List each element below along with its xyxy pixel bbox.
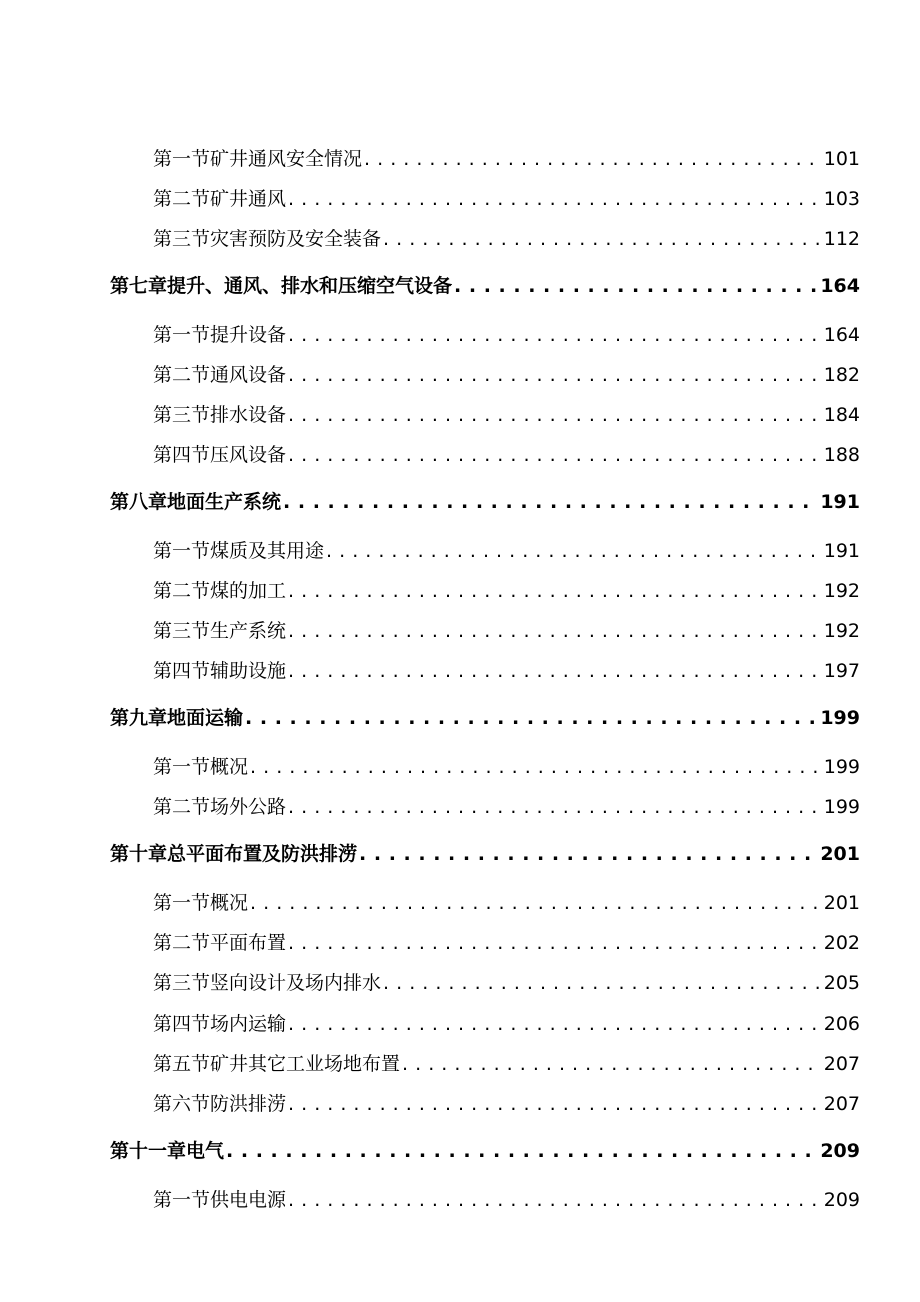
page-number: 112 — [823, 228, 860, 250]
toc-entry[interactable] — [153, 224, 860, 251]
chapter-title: 电气 — [186, 1140, 225, 1162]
page-number: 201 — [823, 892, 860, 914]
chapter-number: 第十章 — [110, 843, 168, 865]
page-number: 205 — [823, 972, 860, 994]
dot-leader — [288, 580, 822, 602]
page-number: 209 — [823, 1189, 860, 1211]
chapter-title: 地面生产系统 — [167, 491, 282, 513]
section-number: 第二节 — [153, 364, 211, 386]
section-number: 第一节 — [153, 148, 211, 170]
dot-leader — [288, 404, 822, 426]
section-number: 第四节 — [153, 660, 211, 682]
dot-leader — [288, 324, 822, 346]
toc-entry[interactable] — [153, 320, 860, 347]
dot-leader — [359, 843, 818, 865]
page-number: 199 — [820, 707, 860, 729]
toc-entry[interactable] — [153, 616, 860, 643]
dot-leader — [250, 892, 822, 914]
page-number: 199 — [823, 796, 860, 818]
section-number: 第四节 — [153, 1013, 211, 1035]
chapter-title: 总平面布置及防洪排涝 — [167, 843, 358, 865]
section-number: 第六节 — [153, 1093, 211, 1115]
page-number: 103 — [823, 188, 860, 210]
section-number: 第三节 — [153, 404, 211, 426]
chapter-number: 第八章 — [110, 491, 168, 513]
toc-entry[interactable] — [153, 360, 860, 387]
toc-entry[interactable] — [153, 1049, 860, 1076]
section-title: 矿井其它工业场地布置 — [210, 1053, 401, 1075]
dot-leader — [288, 1093, 822, 1115]
page-number: 188 — [823, 444, 860, 466]
dot-leader — [288, 932, 822, 954]
section-title: 煤质及其用途 — [210, 540, 325, 562]
section-title: 场内运输 — [210, 1013, 287, 1035]
page-number: 199 — [823, 756, 860, 778]
page-number: 191 — [823, 540, 860, 562]
chapter-title: 地面运输 — [167, 707, 244, 729]
dot-leader — [288, 1189, 822, 1211]
section-title: 生产系统 — [210, 620, 287, 642]
toc-entry[interactable] — [153, 400, 860, 427]
toc-chapter-entry[interactable] — [110, 703, 860, 730]
section-title: 通风设备 — [210, 364, 287, 386]
page-number: 182 — [823, 364, 860, 386]
section-title: 概况 — [210, 756, 249, 778]
toc-entry[interactable] — [153, 656, 860, 683]
page-number: 164 — [820, 275, 860, 297]
toc-entry[interactable] — [153, 536, 860, 563]
dot-leader — [226, 1140, 818, 1162]
page-number: 184 — [823, 404, 860, 426]
toc-entry[interactable] — [153, 1089, 860, 1116]
toc-entry[interactable] — [153, 1185, 860, 1212]
section-title: 场外公路 — [210, 796, 287, 818]
toc-chapter-entry[interactable] — [110, 1136, 860, 1163]
section-title: 竖向设计及场内排水 — [210, 972, 382, 994]
page-number: 207 — [823, 1053, 860, 1075]
page-number: 207 — [823, 1093, 860, 1115]
section-number: 第一节 — [153, 1189, 211, 1211]
toc-chapter-entry[interactable] — [110, 271, 860, 298]
section-title: 排水设备 — [210, 404, 287, 426]
toc-chapter-entry[interactable] — [110, 487, 860, 514]
chapter-number: 第七章 — [110, 275, 168, 297]
dot-leader — [383, 228, 822, 250]
page-number: 197 — [823, 660, 860, 682]
toc-entry[interactable] — [153, 968, 860, 995]
dot-leader — [250, 756, 822, 778]
section-number: 第二节 — [153, 796, 211, 818]
page-number: 209 — [820, 1140, 860, 1162]
dot-leader — [288, 444, 822, 466]
section-number: 第一节 — [153, 540, 211, 562]
dot-leader — [288, 660, 822, 682]
section-title: 提升设备 — [210, 324, 287, 346]
toc-entry[interactable] — [153, 928, 860, 955]
dot-leader — [288, 188, 822, 210]
section-number: 第五节 — [153, 1053, 211, 1075]
chapter-number: 第十一章 — [110, 1140, 187, 1162]
chapter-number: 第九章 — [110, 707, 168, 729]
toc-entry[interactable] — [153, 184, 860, 211]
toc-entry[interactable] — [153, 1009, 860, 1036]
page-number: 192 — [823, 580, 860, 602]
section-title: 矿井通风安全情况 — [210, 148, 363, 170]
page-number: 202 — [823, 932, 860, 954]
section-number: 第三节 — [153, 620, 211, 642]
page-number: 206 — [823, 1013, 860, 1035]
page-number: 101 — [823, 148, 860, 170]
dot-leader — [383, 972, 822, 994]
section-number: 第三节 — [153, 972, 211, 994]
dot-leader — [288, 364, 822, 386]
section-title: 灾害预防及安全装备 — [210, 228, 382, 250]
page-number: 191 — [820, 491, 860, 513]
dot-leader — [283, 491, 818, 513]
section-title: 防洪排涝 — [210, 1093, 287, 1115]
page-number: 164 — [823, 324, 860, 346]
page-number: 192 — [823, 620, 860, 642]
section-title: 压风设备 — [210, 444, 287, 466]
section-number: 第二节 — [153, 188, 211, 210]
dot-leader — [326, 540, 822, 562]
toc-entry[interactable] — [153, 576, 860, 603]
section-number: 第三节 — [153, 228, 211, 250]
section-title: 平面布置 — [210, 932, 287, 954]
section-title: 辅助设施 — [210, 660, 287, 682]
dot-leader — [288, 620, 822, 642]
section-title: 供电电源 — [210, 1189, 287, 1211]
page-number: 201 — [820, 843, 860, 865]
dot-leader — [288, 796, 822, 818]
toc-entry[interactable] — [153, 888, 860, 915]
section-title: 矿井通风 — [210, 188, 287, 210]
dot-leader — [402, 1053, 822, 1075]
toc-entry[interactable] — [153, 752, 860, 779]
dot-leader — [245, 707, 818, 729]
dot-leader — [288, 1013, 822, 1035]
section-number: 第一节 — [153, 756, 211, 778]
section-number: 第二节 — [153, 932, 211, 954]
dot-leader — [364, 148, 822, 170]
toc-chapter-entry[interactable] — [110, 839, 860, 866]
section-title: 概况 — [210, 892, 249, 914]
section-number: 第一节 — [153, 324, 211, 346]
toc-entry[interactable] — [153, 792, 860, 819]
chapter-title: 提升、通风、排水和压缩空气设备 — [167, 275, 453, 297]
section-number: 第二节 — [153, 580, 211, 602]
dot-leader — [454, 275, 818, 297]
section-number: 第一节 — [153, 892, 211, 914]
section-number: 第四节 — [153, 444, 211, 466]
toc-entry[interactable] — [153, 144, 860, 171]
section-title: 煤的加工 — [210, 580, 287, 602]
toc-entry[interactable] — [153, 440, 860, 467]
